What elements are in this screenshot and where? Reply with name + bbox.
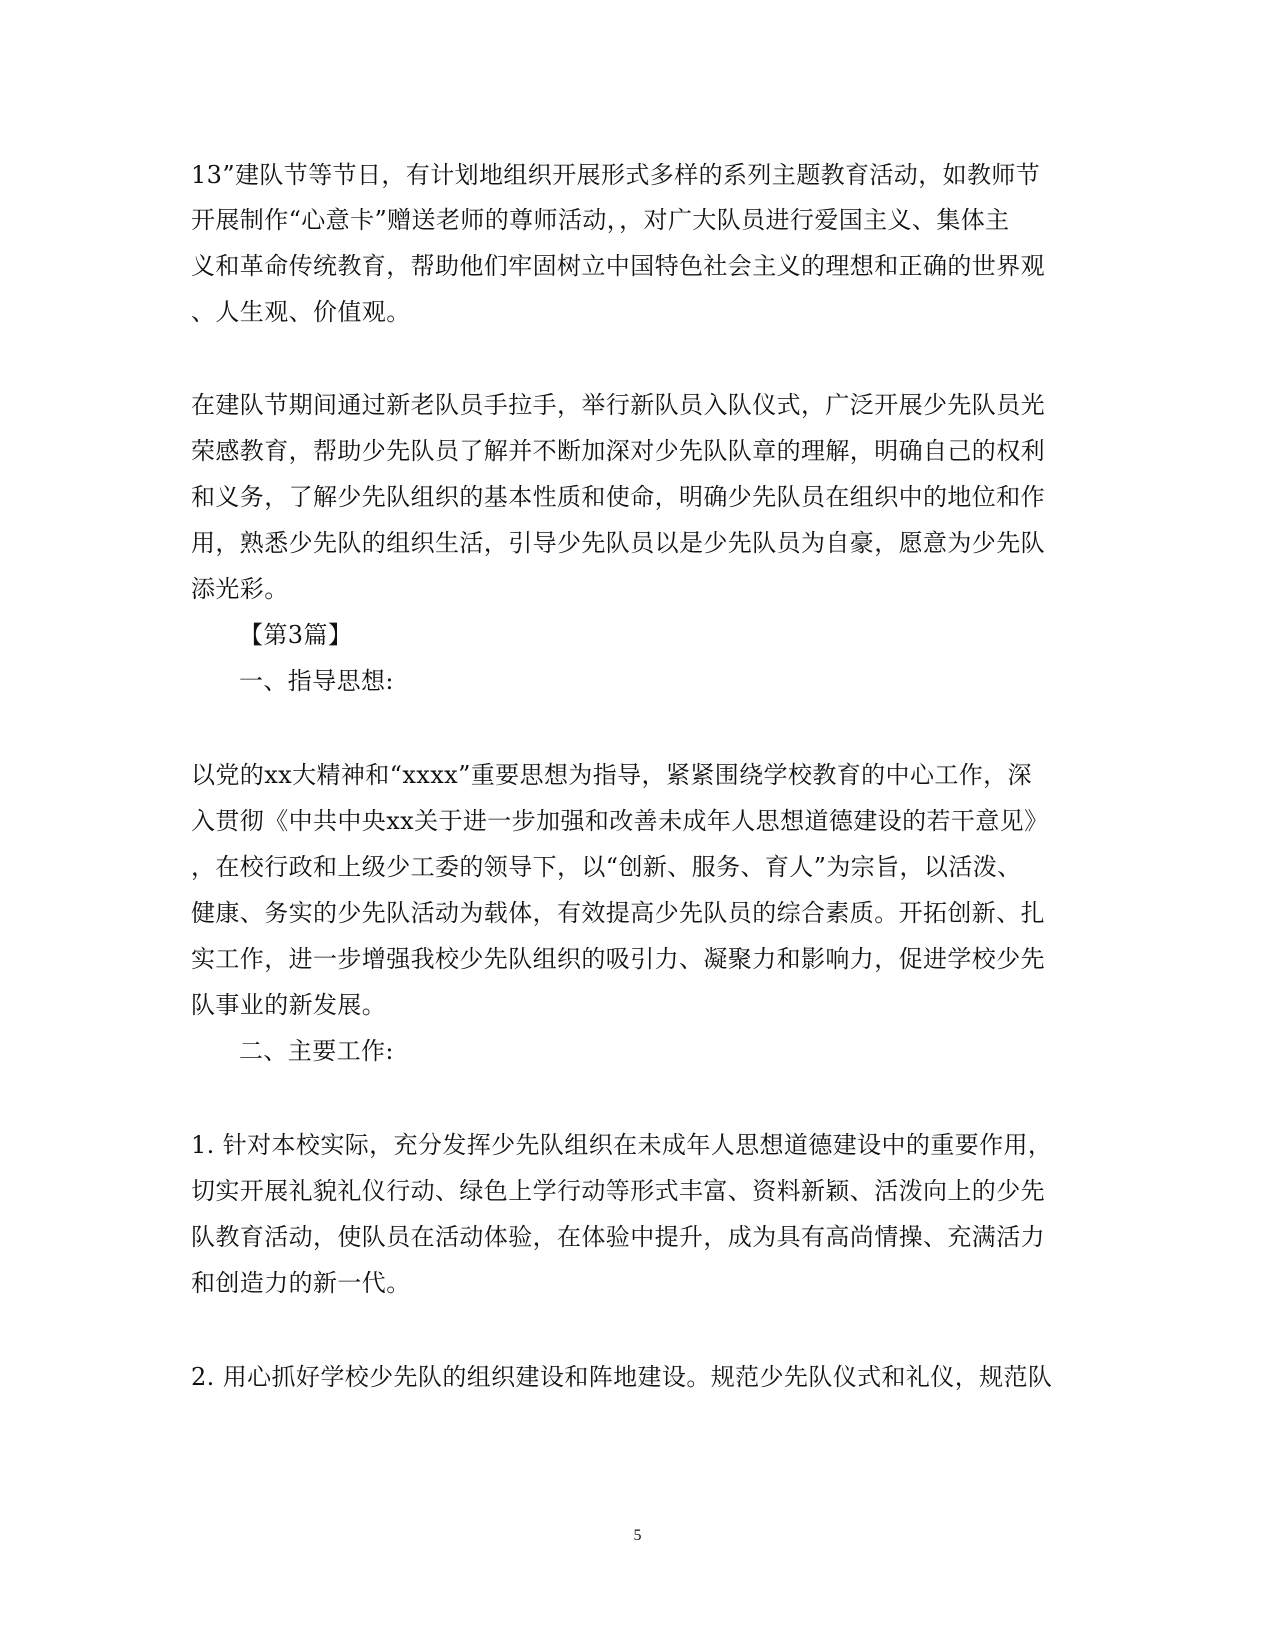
paragraph-3-line-1: 以党的xx大精神和“xxxx”重要思想为指导，紧紧围绕学校教育的中心工作，深 [191,761,1032,789]
section-title: 【第3篇】 [239,621,353,649]
paragraph-2-line-1: 在建队节期间通过新老队员手拉手，举行新队员入队仪式，广泛开展少先队员光 [191,391,1045,419]
paragraph-3-line-5: 实工作，进一步增强我校少先队组织的吸引力、凝聚力和影响力，促进学校少先 [191,945,1045,973]
heading-main-work: 二、主要工作: [239,1037,394,1065]
paragraph-2-line-2: 荣感教育，帮助少先队员了解并不断加深对少先队队章的理解，明确自己的权利 [191,437,1045,465]
paragraph-1-line-2: 开展制作“心意卡”赠送老师的尊师活动，，对广大队员进行爱国主义、集体主 [191,206,1010,234]
paragraph-3-line-2: 入贯彻《中共中央xx关于进一步加强和改善未成年人思想道德建设的若干意见》 [191,807,1049,835]
paragraph-1-line-1: 13”建队节等节日，有计划地组织开展形式多样的系列主题教育活动，如教师节 [191,161,1041,189]
paragraph-1-line-3: 义和革命传统教育，帮助他们牢固树立中国特色社会主义的理想和正确的世界观 [191,252,1045,280]
paragraph-5-line-1: 2. 用心抓好学校少先队的组织建设和阵地建设。规范少先队仪式和礼仪，规范队 [191,1363,1053,1391]
paragraph-2-line-4: 用，熟悉少先队的组织生活，引导少先队员以是少先队员为自豪，愿意为少先队 [191,529,1045,557]
paragraph-4-line-3: 队教育活动，使队员在活动体验，在体验中提升，成为具有高尚情操、充满活力 [191,1223,1045,1251]
paragraph-3-line-3: ，在校行政和上级少工委的领导下，以“创新、服务、育人”为宗旨，以活泼、 [191,853,1022,881]
paragraph-4-line-2: 切实开展礼貌礼仪行动、绿色上学行动等形式丰富、资料新颖、活泼向上的少先 [191,1177,1045,1205]
page-number: 5 [633,1527,642,1544]
paragraph-2-line-5: 添光彩。 [191,575,289,603]
paragraph-4-line-4: 和创造力的新一代。 [191,1269,411,1297]
paragraph-3-line-4: 健康、务实的少先队活动为载体，有效提高少先队员的综合素质。开拓创新、扎 [191,899,1045,927]
paragraph-4-line-1: 1. 针对本校实际，充分发挥少先队组织在未成年人思想道德建设中的重要作用， [191,1131,1053,1159]
paragraph-3-line-6: 队事业的新发展。 [191,991,387,1019]
paragraph-1-line-4: 、人生观、价值观。 [191,298,411,326]
heading-guiding-ideology: 一、指导思想: [239,667,394,695]
paragraph-2-line-3: 和义务，了解少先队组织的基本性质和使命，明确少先队员在组织中的地位和作 [191,483,1045,511]
